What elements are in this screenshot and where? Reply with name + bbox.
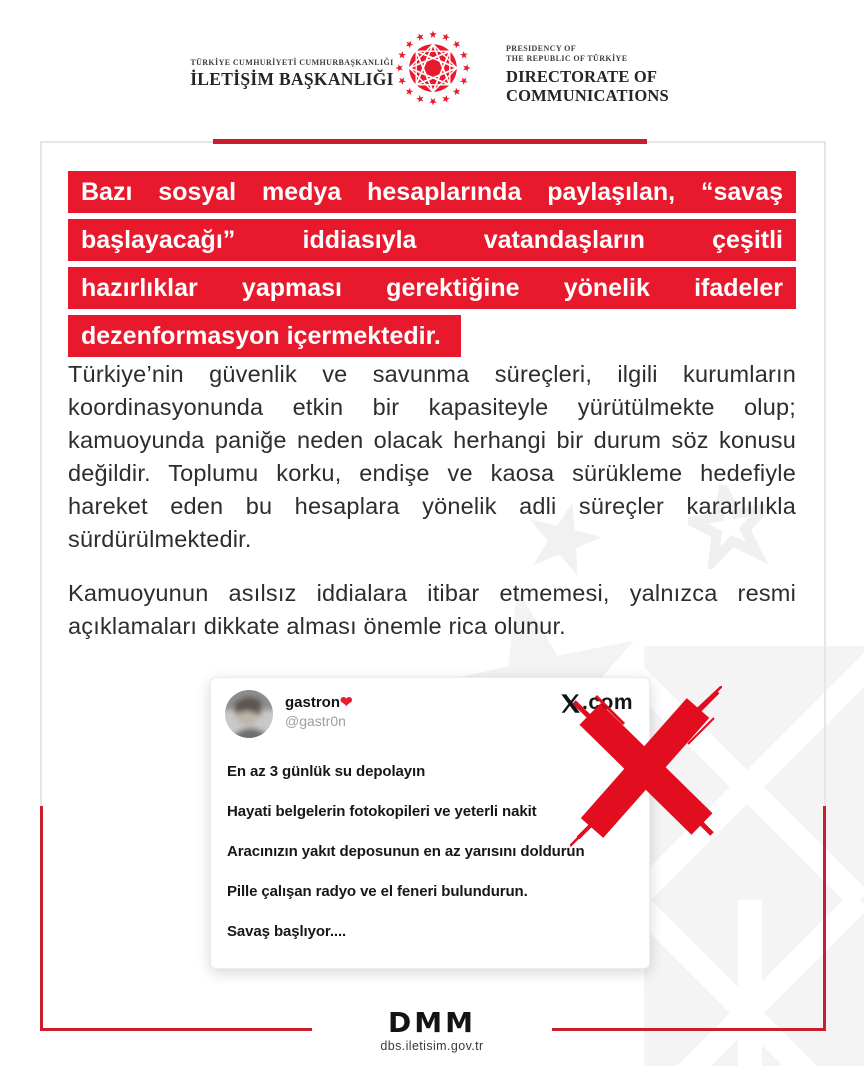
tweet-line-5: Savaş başlıyor.... — [227, 923, 347, 940]
dmm-logo: DMM — [388, 1006, 476, 1039]
org-name-turkish-small: TÜRKİYE CUMHURİYETİ CUMHURBAŞKANLIĞI — [190, 58, 394, 67]
org-name-english-large-1: DIRECTORATE OF — [506, 67, 658, 86]
avatar — [225, 690, 273, 738]
headline-line-4: dezenformasyon içermektedir. — [68, 315, 461, 357]
directorate-emblem-icon — [389, 23, 477, 113]
org-name-turkish-large: İLETİŞİM BAŞKANLIĞI — [190, 69, 394, 89]
tweet-line-4: Pille çalışan radyo ve el feneri bulundurun. — [227, 883, 528, 900]
org-name-english-small-1: PRESIDENCY OF — [506, 44, 577, 53]
org-name-english-large-2: COMMUNICATIONS — [506, 86, 669, 105]
org-name-english — [506, 44, 686, 105]
tweet-line-1: En az 3 günlük su depolayın — [227, 763, 426, 780]
org-name-turkish — [190, 58, 394, 90]
tweet-source-suffix: .com — [581, 691, 633, 714]
org-name-english-small-2: THE REPUBLIC OF TÜRKİYE — [506, 54, 628, 63]
body-paragraph-1: Türkiye’nin güvenlik ve savunma süreçleri, ilgili kurumların koordinasyonunda etkin bir kapasiteyle yürütülmekte olup; kamuoyunda paniğe neden olacak herhangi bir durum söz konusu değildir. Toplumu korku, endişe ve kaosa sürükleme hedefiyle hareket eden bu hesaplara yönelik adli süreçler kararlılıkla sürdürülmektedir. — [68, 361, 796, 552]
tweet-name-text: gastron — [285, 694, 341, 711]
headline-line-3: hazırlıklar yapması gerektiğine yönelik ifadeler — [68, 267, 796, 309]
body-paragraph-2: Kamuoyunun asılsız iddialara itibar etmemesi, yalnızca resmi açıklamaları dikkate alması önemle rica olunur. — [68, 580, 796, 639]
red-brush-x-icon — [570, 686, 722, 848]
tweet-display-name — [285, 693, 353, 711]
headline-line-2: başlayacağı” iddiasıyla vatandaşların çeşitli — [68, 219, 796, 261]
footer-url: dbs.iletisim.gov.tr — [380, 1039, 484, 1053]
headline — [68, 171, 796, 363]
org-name-english-large — [506, 67, 686, 105]
heart-icon: ❤ — [340, 694, 353, 711]
footer — [312, 1002, 552, 1068]
tweet-line-3: Aracınızın yakıt deposunun en az yarısını doldurun — [227, 843, 585, 860]
tweet-handle: @gastr0n — [285, 713, 346, 729]
headline-line-1: Bazı sosyal medya hesaplarında paylaşılan, “savaş — [68, 171, 796, 213]
tweet-line-2: Hayati belgelerin fotokopileri ve yeterli nakit — [227, 803, 537, 820]
content-frame-red-accent — [213, 139, 647, 144]
